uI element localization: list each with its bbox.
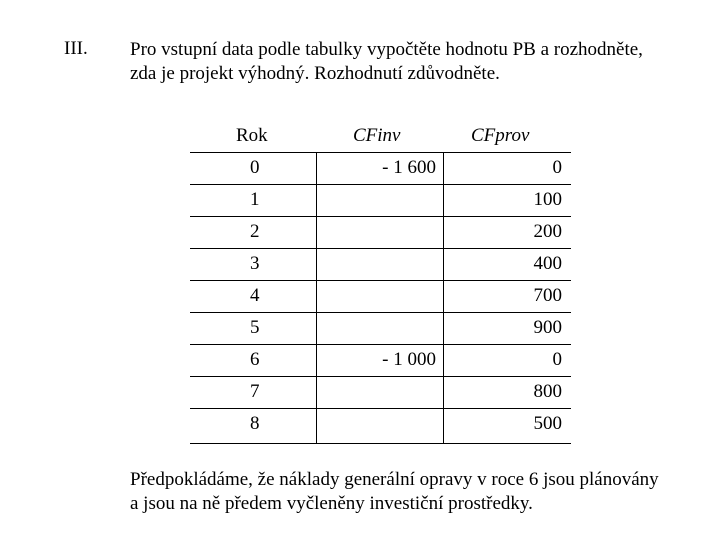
table-row (190, 184, 571, 216)
table-row (190, 376, 571, 408)
footnote (130, 468, 710, 516)
header-rok: Rok (236, 125, 268, 146)
cell-cfprov: 0 (552, 349, 562, 370)
task-text-line-2: zda je projekt výhodný. Rozhodnutí zdůvodněte. (130, 63, 500, 84)
cell-rok: 0 (250, 157, 260, 178)
cell-cfprov: 900 (533, 317, 562, 338)
cell-rok: 7 (250, 381, 260, 402)
cell-rok: 6 (250, 349, 260, 370)
cell-cfinv: - 1 600 (382, 157, 436, 178)
cell-cfprov: 500 (533, 413, 562, 434)
cashflow-table (190, 120, 571, 444)
cell-cfprov: 800 (533, 381, 562, 402)
cell-rok: 3 (250, 253, 260, 274)
cell-rok: 2 (250, 221, 260, 242)
cell-rok: 5 (250, 317, 260, 338)
cell-cfprov: 700 (533, 285, 562, 306)
cell-rok: 8 (250, 413, 260, 434)
table-row (190, 312, 571, 344)
cell-rok: 4 (250, 285, 260, 306)
table-row (190, 152, 571, 184)
footnote-line-1: Předpokládáme, že náklady generální opravy v roce 6 jsou plánovány (130, 469, 659, 490)
cell-cfinv: - 1 000 (382, 349, 436, 370)
cell-cfprov: 100 (533, 189, 562, 210)
table-row (190, 216, 571, 248)
task-number: III. (64, 38, 88, 59)
header-cfprov: CFprov (471, 125, 530, 146)
cell-cfprov: 0 (552, 157, 562, 178)
table-row (190, 280, 571, 312)
cell-rok: 1 (250, 189, 260, 210)
task-text-line-1: Pro vstupní data podle tabulky vypočtěte hodnotu PB a rozhodněte, (130, 39, 643, 60)
header-cfinv: CFinv (353, 125, 401, 146)
table-row (190, 408, 571, 440)
table-row (190, 344, 571, 376)
cell-cfprov: 400 (533, 253, 562, 274)
cell-cfprov: 200 (533, 221, 562, 242)
footnote-line-2: a jsou na ně předem vyčleněny investiční prostředky. (130, 493, 533, 514)
table-row (190, 248, 571, 280)
task-text (130, 38, 700, 86)
row-divider (190, 443, 571, 444)
